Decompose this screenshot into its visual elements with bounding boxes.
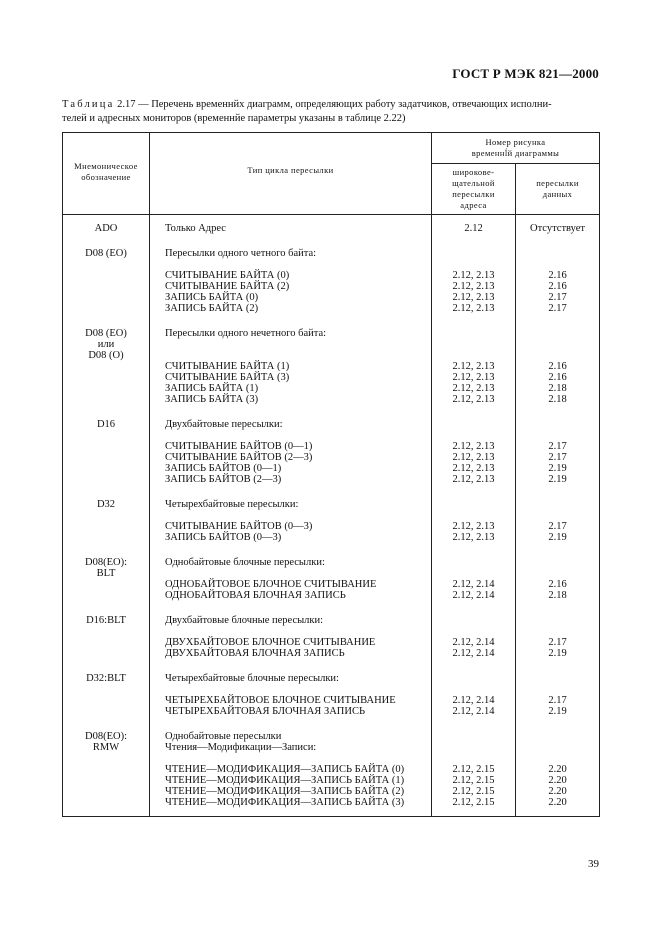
cell-line: 2.12, 2.14 — [452, 590, 495, 601]
cell-line: 2.12, 2.15 — [452, 786, 495, 797]
cell-line: 2.12, 2.14 — [452, 648, 495, 659]
cell-line — [516, 742, 599, 753]
mnemonic-cell — [63, 215, 150, 235]
cell-line: 2.12, 2.13 — [452, 474, 495, 485]
cell-line: Двухбайтовые пересылки: — [165, 419, 283, 430]
cell-line — [165, 430, 431, 441]
cell-line — [432, 430, 515, 441]
broadcast-figure-cell — [432, 601, 516, 659]
cell-line — [432, 753, 515, 764]
cell-line: 2.16 — [548, 361, 567, 372]
cell-line: 2.19 — [548, 474, 567, 485]
header-broadcast-address — [432, 164, 516, 215]
cell-line: BLT — [96, 568, 116, 579]
cell-line: 2.19 — [548, 648, 567, 659]
cell-line: ЗАПИСЬ БАЙТОВ (0—3) — [165, 532, 282, 543]
data-figure-cell — [516, 234, 600, 314]
cell-line: ЗАПИСЬ БАЙТА (2) — [165, 303, 259, 314]
cycle-type-cell — [150, 717, 432, 817]
data-figure-cell — [516, 601, 600, 659]
cell-line: Отсутствует — [530, 223, 585, 234]
cell-line — [432, 673, 515, 684]
mnemonic-cell — [63, 405, 150, 485]
table-row — [63, 314, 600, 405]
cell-line — [432, 626, 515, 637]
header-cycle-type: Тип цикла пересылки — [150, 133, 432, 215]
cell-line — [432, 684, 515, 695]
cycle-type-cell — [150, 314, 432, 405]
header-figure-line: временнĺй диаграммы — [471, 148, 560, 158]
cell-line: СЧИТЫВАНИЕ БАЙТА (0) — [165, 270, 290, 281]
cell-line: 2.20 — [548, 775, 567, 786]
cell-line — [516, 753, 599, 764]
mnemonic-cell — [63, 659, 150, 717]
cell-line: СЧИТЫВАНИЕ БАЙТА (2) — [165, 281, 290, 292]
cell-line — [165, 259, 431, 270]
cell-line: D32 — [96, 499, 116, 510]
cell-line: 2.12, 2.13 — [452, 292, 495, 303]
cell-line: ДВУХБАЙТОВАЯ БЛОЧНАЯ ЗАПИСЬ — [165, 648, 345, 659]
cell-line: ДВУХБАЙТОВОЕ БЛОЧНОЕ СЧИТЫВАНИЕ — [165, 637, 376, 648]
cycle-type-cell — [150, 485, 432, 543]
data-figure-cell — [516, 314, 600, 405]
cell-line: ЗАПИСЬ БАЙТА (1) — [165, 383, 259, 394]
cell-line — [516, 684, 599, 695]
cell-line: или — [97, 339, 115, 350]
cell-line: 2.16 — [548, 372, 567, 383]
cell-line: СЧИТЫВАНИЕ БАЙТОВ (0—1) — [165, 441, 313, 452]
cell-line — [432, 339, 515, 350]
cell-line: 2.17 — [548, 441, 567, 452]
cycle-type-cell — [150, 543, 432, 601]
cell-line — [516, 568, 599, 579]
document-code: ГОСТ Р МЭК 821—2000 — [452, 66, 599, 81]
cycle-type-cell — [150, 215, 432, 235]
cell-line: ЧЕТЫРЕХБАЙТОВОЕ БЛОЧНОЕ СЧИТЫВАНИЕ — [165, 695, 396, 706]
cell-line — [516, 339, 599, 350]
broadcast-figure-cell — [432, 485, 516, 543]
cell-line: СЧИТЫВАНИЕ БАЙТОВ (0—3) — [165, 521, 313, 532]
cell-line: Пересылки одного четного байта: — [165, 248, 317, 259]
cell-line: ЗАПИСЬ БАЙТОВ (0—1) — [165, 463, 282, 474]
table-row — [63, 215, 600, 235]
cell-line: СЧИТЫВАНИЕ БАЙТОВ (2—3) — [165, 452, 313, 463]
cycle-type-cell — [150, 234, 432, 314]
header-data-transfer — [516, 164, 600, 215]
cell-line — [432, 419, 515, 430]
cell-line: СЧИТЫВАНИЕ БАЙТА (1) — [165, 361, 290, 372]
data-figure-cell — [516, 659, 600, 717]
caption-label: Таблица — [62, 99, 115, 110]
cell-line: 2.20 — [548, 797, 567, 808]
cell-line — [516, 731, 599, 742]
cell-line — [165, 339, 431, 350]
cell-line: 2.20 — [548, 764, 567, 775]
broadcast-figure-cell — [432, 234, 516, 314]
table-row — [63, 601, 600, 659]
broadcast-figure-cell — [432, 543, 516, 601]
mnemonic-cell — [63, 485, 150, 543]
caption-text-line1: 2.17 — Перечень временнйх диаграмм, определяющих работу задатчиков, отвечающих исполни- — [114, 99, 552, 110]
cell-line: D08(EO): — [85, 557, 127, 568]
mnemonic-cell — [63, 314, 150, 405]
cell-line: ЗАПИСЬ БАЙТА (0) — [165, 292, 259, 303]
table-row — [63, 659, 600, 717]
cell-line: D08(EO): — [85, 731, 127, 742]
cell-line: 2.16 — [548, 579, 567, 590]
cell-line: 2.12, 2.13 — [452, 452, 495, 463]
cell-line: 2.12, 2.13 — [452, 463, 495, 474]
cell-line: 2.12, 2.13 — [452, 270, 495, 281]
cell-line: D08 (O) — [88, 350, 124, 361]
cell-line: СЧИТЫВАНИЕ БАЙТА (3) — [165, 372, 290, 383]
cell-line — [165, 568, 431, 579]
cell-line: 2.19 — [548, 532, 567, 543]
cell-line — [432, 510, 515, 521]
header-figure-group — [432, 133, 600, 164]
table-row — [63, 405, 600, 485]
header-mnemonic-line: обозначение — [81, 172, 131, 182]
cell-line: 2.17 — [548, 637, 567, 648]
cell-line: 2.18 — [548, 590, 567, 601]
mnemonic-cell — [63, 601, 150, 659]
cycle-type-cell — [150, 405, 432, 485]
cell-line: 2.19 — [548, 706, 567, 717]
cell-line — [516, 350, 599, 361]
cell-line — [516, 328, 599, 339]
table-row — [63, 717, 600, 817]
broadcast-figure-cell — [432, 717, 516, 817]
cell-line: ЧТЕНИЕ—МОДИФИКАЦИЯ—ЗАПИСЬ БАЙТА (0) — [165, 764, 405, 775]
cell-line — [516, 510, 599, 521]
cell-line: Четырехбайтовые пересылки: — [165, 499, 299, 510]
cell-line — [516, 673, 599, 684]
header-figure-line: Номер рисунка — [485, 137, 546, 147]
cell-line: 2.18 — [548, 383, 567, 394]
header-data-line: данных — [542, 189, 573, 199]
cell-line — [516, 248, 599, 259]
cell-line: 2.12, 2.13 — [452, 394, 495, 405]
cell-line: 2.17 — [548, 452, 567, 463]
cell-line: 2.12, 2.13 — [452, 383, 495, 394]
cell-line — [432, 259, 515, 270]
cell-line: 2.12, 2.15 — [452, 764, 495, 775]
cell-line: 2.12, 2.13 — [452, 441, 495, 452]
cell-line — [165, 350, 431, 361]
cell-line: Однобайтовые блочные пересылки: — [165, 557, 325, 568]
cell-line: D08 (EO) — [85, 248, 127, 259]
cell-line — [516, 615, 599, 626]
table-row — [63, 543, 600, 601]
cell-line: ЧТЕНИЕ—МОДИФИКАЦИЯ—ЗАПИСЬ БАЙТА (1) — [165, 775, 405, 786]
data-figure-cell — [516, 543, 600, 601]
cell-line: 2.12, 2.13 — [452, 303, 495, 314]
cell-line: Однобайтовые пересылки — [165, 731, 282, 742]
cell-line — [165, 684, 431, 695]
cell-line: ЗАПИСЬ БАЙТА (3) — [165, 394, 259, 405]
cell-line: ЧТЕНИЕ—МОДИФИКАЦИЯ—ЗАПИСЬ БАЙТА (3) — [165, 797, 405, 808]
table-row — [63, 234, 600, 314]
cell-line — [432, 742, 515, 753]
header-broadcast-line: широкове- — [452, 167, 495, 177]
data-figure-cell — [516, 405, 600, 485]
cell-line: 2.12 — [464, 223, 483, 234]
cell-line: D08 (EO) — [85, 328, 127, 339]
cell-line: 2.12, 2.13 — [452, 281, 495, 292]
cell-line: 2.17 — [548, 695, 567, 706]
data-figure-cell — [516, 215, 600, 235]
broadcast-figure-cell — [432, 659, 516, 717]
header-mnemonic-line: Мнемоническое — [74, 161, 138, 171]
header-broadcast-line: пересылки — [452, 189, 495, 199]
cell-line: RMW — [92, 742, 120, 753]
cell-line — [165, 510, 431, 521]
cell-line: D32:BLT — [86, 673, 126, 684]
cell-line — [432, 615, 515, 626]
mnemonic-cell — [63, 543, 150, 601]
cell-line: ОДНОБАЙТОВОЕ БЛОЧНОЕ СЧИТЫВАНИЕ — [165, 579, 377, 590]
cell-line — [432, 499, 515, 510]
cell-line: 2.12, 2.14 — [452, 579, 495, 590]
cell-line: 2.19 — [548, 463, 567, 474]
cell-line: 2.12, 2.15 — [452, 775, 495, 786]
cell-line — [516, 557, 599, 568]
cell-line — [432, 568, 515, 579]
broadcast-figure-cell — [432, 405, 516, 485]
cell-line: 2.17 — [548, 303, 567, 314]
cell-line: 2.12, 2.13 — [452, 361, 495, 372]
data-figure-cell — [516, 485, 600, 543]
cycle-type-cell — [150, 659, 432, 717]
cell-line — [165, 626, 431, 637]
cell-line: 2.12, 2.13 — [452, 532, 495, 543]
cell-line: 2.12, 2.13 — [452, 372, 495, 383]
cell-line: Чтения—Модификации—Записи: — [165, 742, 317, 753]
cell-line — [432, 328, 515, 339]
cell-line: Пересылки одного нечетного байта: — [165, 328, 327, 339]
cell-line: 2.18 — [548, 394, 567, 405]
table-caption — [62, 98, 602, 126]
table-row — [63, 485, 600, 543]
data-figure-cell — [516, 717, 600, 817]
header-mnemonic — [63, 133, 150, 215]
cell-line — [516, 626, 599, 637]
cell-line: D16:BLT — [86, 615, 126, 626]
cell-line — [432, 248, 515, 259]
caption-text-line2: телей и адресных мониторов (временнйе параметры указаны в таблице 2.22) — [62, 113, 406, 124]
cell-line: 2.12, 2.13 — [452, 521, 495, 532]
cell-line — [432, 557, 515, 568]
cell-line: D16 — [96, 419, 116, 430]
cell-line: 2.17 — [548, 292, 567, 303]
header-broadcast-line: щательной — [452, 178, 495, 188]
cell-line — [516, 419, 599, 430]
cell-line: ЧТЕНИЕ—МОДИФИКАЦИЯ—ЗАПИСЬ БАЙТА (2) — [165, 786, 405, 797]
cell-line: 2.12, 2.14 — [452, 706, 495, 717]
cell-line: 2.17 — [548, 521, 567, 532]
cell-line: 2.16 — [548, 270, 567, 281]
cell-line — [516, 499, 599, 510]
cell-line: Двухбайтовые блочные пересылки: — [165, 615, 324, 626]
cell-line: ЗАПИСЬ БАЙТОВ (2—3) — [165, 474, 282, 485]
header-data-line: пересылки — [536, 178, 579, 188]
cell-line — [165, 753, 431, 764]
table-body — [63, 215, 600, 817]
cell-line: ADO — [94, 223, 118, 234]
cell-line: 2.16 — [548, 281, 567, 292]
broadcast-figure-cell — [432, 215, 516, 235]
cell-line — [432, 731, 515, 742]
cell-line: Четырехбайтовые блочные пересылки: — [165, 673, 339, 684]
cell-line: Только Адрес — [165, 223, 226, 234]
mnemonic-cell — [63, 234, 150, 314]
cell-line: 2.12, 2.14 — [452, 637, 495, 648]
mnemonic-cell — [63, 717, 150, 817]
cell-line — [516, 259, 599, 270]
cell-line: ОДНОБАЙТОВАЯ БЛОЧНАЯ ЗАПИСЬ — [165, 590, 346, 601]
cell-line: 2.20 — [548, 786, 567, 797]
cell-line — [516, 430, 599, 441]
cell-line: 2.12, 2.15 — [452, 797, 495, 808]
cycle-type-cell — [150, 601, 432, 659]
broadcast-figure-cell — [432, 314, 516, 405]
cell-line: 2.12, 2.14 — [452, 695, 495, 706]
page-number: 39 — [588, 858, 599, 870]
cell-line — [432, 350, 515, 361]
cell-line: ЧЕТЫРЕХБАЙТОВАЯ БЛОЧНАЯ ЗАПИСЬ — [165, 706, 365, 717]
header-broadcast-line: адреса — [460, 200, 487, 210]
timing-diagram-table — [62, 132, 600, 817]
